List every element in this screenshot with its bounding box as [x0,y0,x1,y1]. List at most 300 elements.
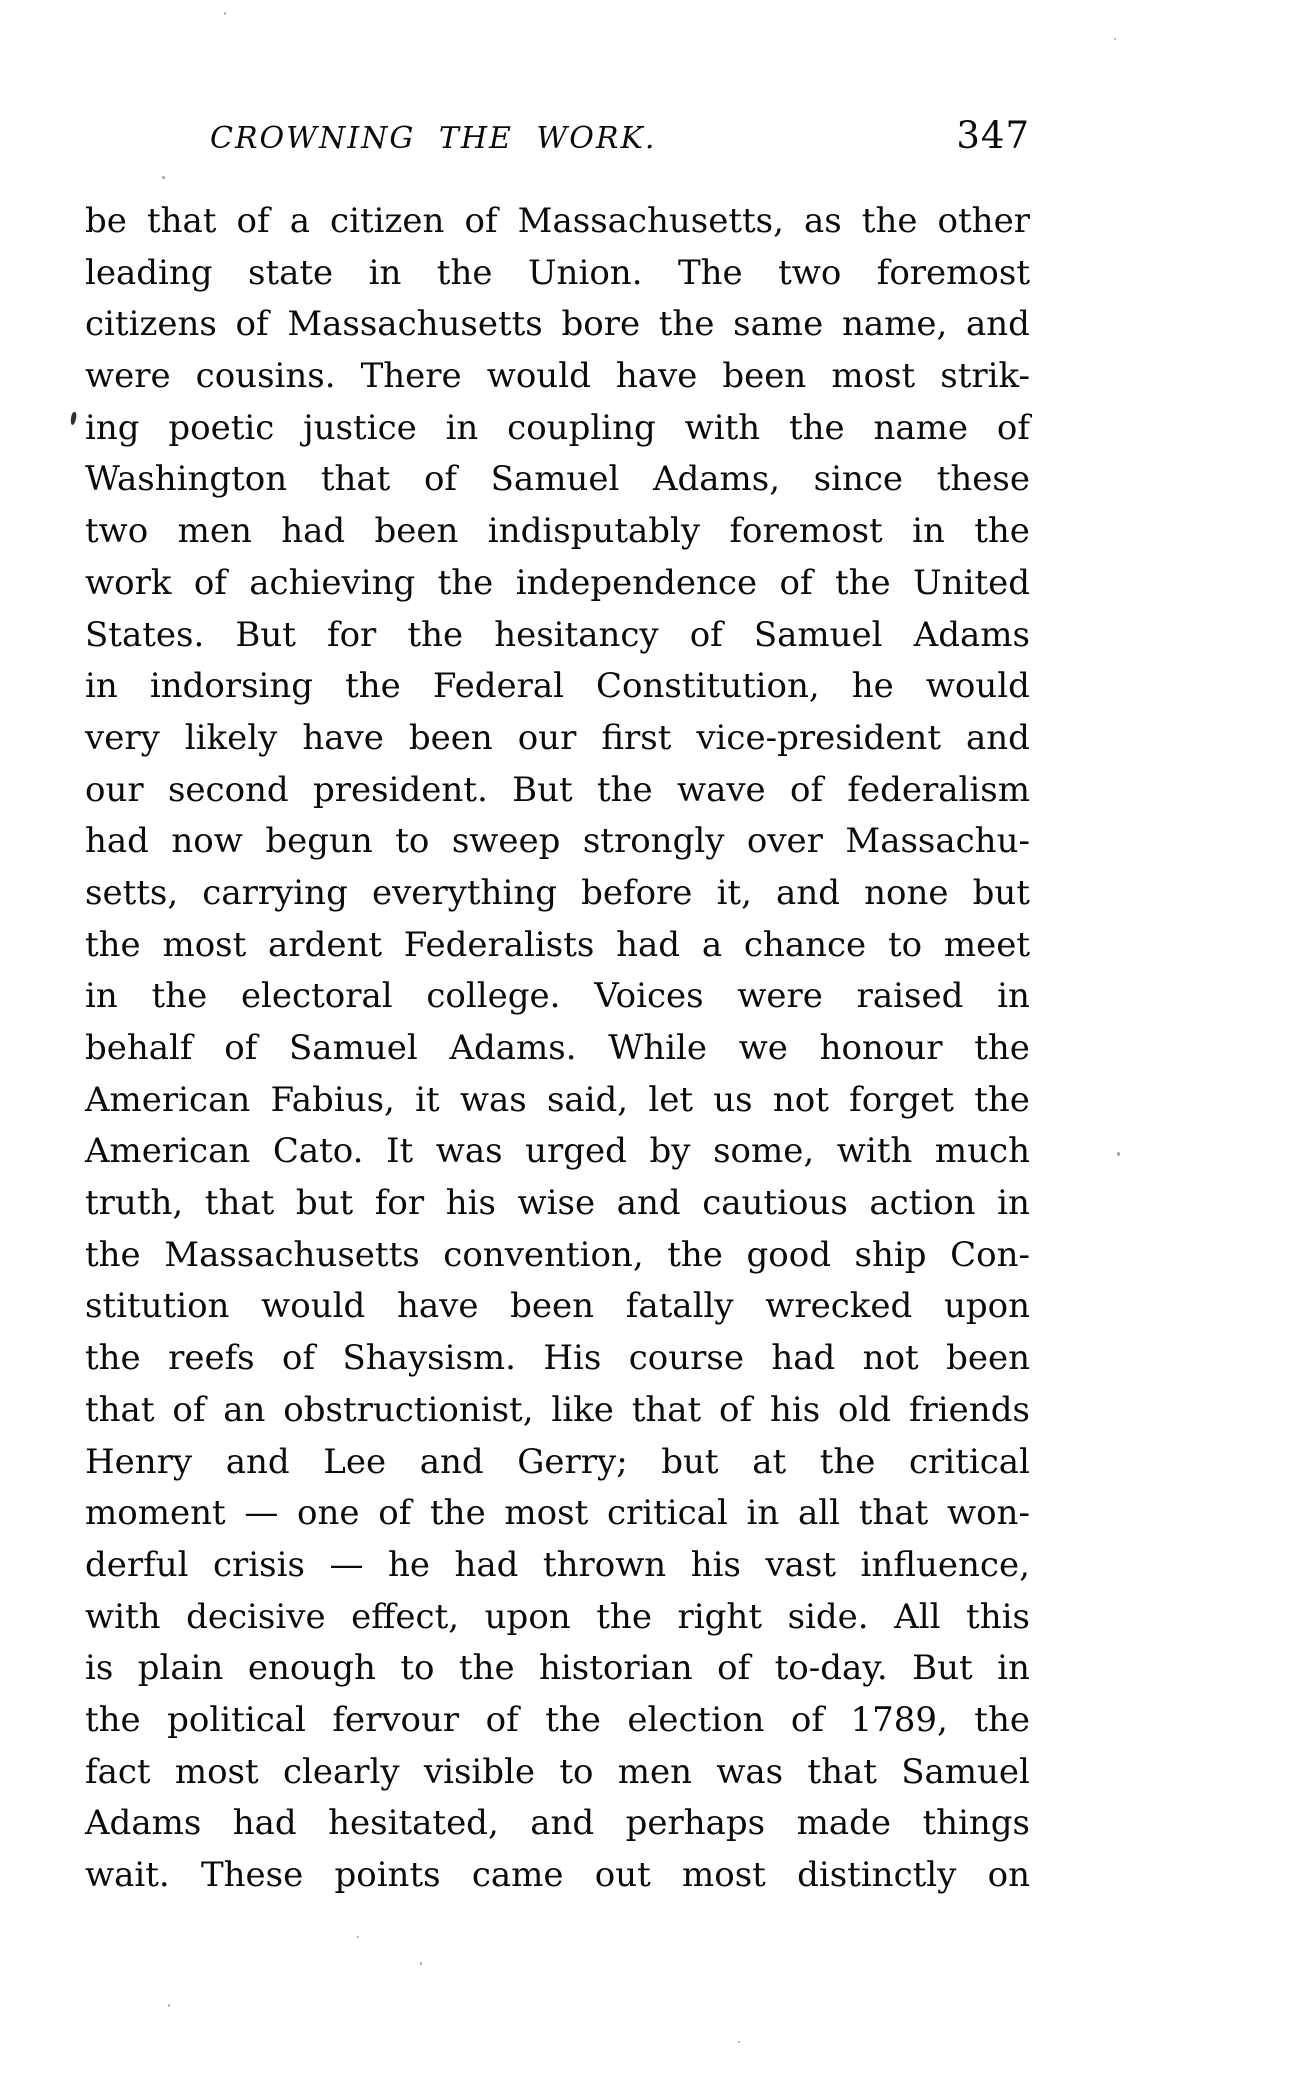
word: the [974,1699,1030,1740]
word: had [616,924,681,965]
word: action [869,1183,976,1224]
word: influence, [860,1544,1030,1585]
word: that [807,1751,877,1792]
word: but [661,1441,719,1482]
word: convention, [443,1234,644,1275]
word: had [454,1544,519,1585]
word: had [771,1338,836,1379]
word: over [746,821,823,862]
word: of [779,562,813,603]
word: the [974,1079,1030,1120]
word: indorsing [149,666,314,707]
word: of [689,614,723,655]
word: the [85,924,141,965]
word: by [649,1131,691,1172]
word: of [719,1389,753,1430]
word: meet [943,924,1030,965]
word: and [776,872,840,913]
text-line [85,1643,1030,1695]
word: first [601,717,672,758]
word: vast [765,1544,837,1585]
word: for [374,1183,425,1224]
word: state [248,252,334,293]
word: been [510,1286,595,1327]
word: strongly [582,821,725,862]
ink-speck [420,1962,422,1965]
word: and [530,1803,595,1844]
ink-speck [224,12,226,15]
word: His [543,1338,602,1379]
word: Adams [913,614,1030,655]
word: upon [943,1286,1030,1327]
word: in [746,1493,780,1534]
word: most [504,1493,589,1534]
word: Samuel [490,459,620,500]
word: Massachusetts [164,1234,420,1275]
word: most [162,924,247,965]
word: the [407,614,464,655]
word: the [437,562,494,603]
word: friends [908,1389,1030,1430]
word: moment [85,1493,226,1534]
word: fatally [625,1286,734,1327]
word: old [838,1389,892,1430]
word: had [85,821,149,862]
word: Massachusetts [287,304,543,345]
text-line [85,1385,1030,1437]
word: of [996,407,1030,448]
word: for [327,614,377,655]
text-line [85,1488,1030,1540]
word: All [894,1596,941,1637]
word: Voices [594,976,704,1017]
text-line [85,1850,1030,1902]
word: men [617,1751,693,1792]
word: Adams [85,1803,202,1844]
word: some, [713,1131,815,1172]
word: visible [423,1751,536,1792]
word: urged [525,1131,627,1172]
word: wave [676,769,766,810]
word: decisive [186,1596,326,1637]
word: things [922,1803,1030,1844]
word: the [974,1028,1030,1068]
text-line [85,1281,1030,1333]
word: been [374,511,459,552]
word: perhaps [625,1803,766,1844]
word: president. [313,769,488,810]
word: made [796,1803,891,1844]
word: likely [184,717,278,758]
word: course [628,1338,744,1379]
word: stitution [85,1286,230,1327]
word: Adams, [652,459,781,500]
word: a [701,924,723,965]
word: American [85,1131,251,1172]
word: not [862,1338,919,1379]
word: coupling [507,407,656,448]
word: achieving [249,562,416,603]
word: as [803,201,842,241]
word: The [677,252,743,293]
word: cousins. [195,356,336,397]
word: the [458,1648,515,1689]
word: Cato. [272,1131,364,1172]
word: critical [909,1441,1030,1482]
page-number: 347 [956,114,1030,157]
word: ardent [268,924,383,965]
word: of [235,304,269,345]
word: his [769,1389,821,1430]
word: raised [856,976,964,1017]
word: States. [85,614,205,655]
ink-speck [1114,38,1116,40]
word: the [667,1234,723,1275]
word: the [861,201,918,241]
word: election [627,1699,765,1740]
word: the [430,1493,486,1534]
word: points [334,1855,441,1895]
word: of [790,1699,824,1740]
text-line [85,1437,1030,1489]
word: clearly [282,1751,400,1792]
word: of [224,1028,258,1068]
word: the [819,1441,876,1482]
word: his [690,1544,741,1585]
word: of [236,201,270,241]
word: and [616,1183,681,1224]
word: of [193,562,227,603]
word: Constitution, [596,666,820,707]
word: would [486,356,591,397]
word: While [608,1028,707,1068]
text-line [85,920,1030,972]
word: won- [946,1493,1030,1534]
word: federalism [847,769,1030,810]
word: Samuel [289,1028,418,1068]
word: were [737,976,823,1017]
word: fervour [332,1699,460,1740]
word: most [682,1855,766,1895]
word: forget [849,1079,954,1120]
word: all [798,1493,841,1534]
text-line [85,1023,1030,1075]
word: on [987,1855,1030,1895]
text-line [85,454,1030,506]
text-line [85,1230,1030,1282]
word: would [261,1286,366,1327]
word: foremost [729,511,883,552]
word: the [345,666,401,707]
word: chance [743,924,867,965]
word: honour [819,1028,943,1068]
word: There [360,356,462,397]
word: in [445,407,479,448]
word: Con- [950,1234,1030,1275]
word: other [937,201,1030,241]
ink-speck [168,2004,170,2007]
word: us [713,1079,753,1120]
word: that [204,1183,275,1224]
word: foremost [876,252,1030,293]
word: of [282,1338,316,1379]
word: the [834,562,891,603]
body-text [85,196,1030,1902]
text-line [85,661,1030,713]
ink-speck [357,1936,359,1938]
word: Samuel [753,614,883,655]
word: to [400,1648,435,1689]
text-line [85,1798,1030,1850]
word: was [716,1751,784,1792]
word: and [965,717,1030,758]
text-line [85,1540,1030,1592]
word: was [459,1079,527,1120]
word: of [172,1389,206,1430]
word: sweep [451,821,561,862]
word: been [722,356,807,397]
word: Federal [432,666,564,707]
word: since [813,459,904,500]
word: thrown [542,1544,667,1585]
word: second [167,769,289,810]
word: of [464,201,498,241]
word: Adams. [449,1028,577,1068]
word: have [615,356,698,397]
word: would [925,666,1030,707]
word: truth, [85,1183,184,1224]
word: American [85,1079,251,1120]
word: to [395,821,430,862]
word: like [551,1389,614,1430]
word: upon [484,1596,571,1637]
text-line [85,816,1030,868]
word: to-day. [774,1648,888,1689]
text-line [85,765,1030,817]
word: had [281,511,346,552]
text-line [85,1695,1030,1747]
word: very [85,717,160,758]
word: the [85,1699,141,1740]
word: in [85,666,118,707]
word: Henry [85,1441,193,1482]
word: the [596,1596,652,1637]
word: Samuel [901,1751,1030,1792]
word: historian [539,1648,693,1689]
text-line [85,868,1030,920]
word: that [631,1389,702,1430]
word: and [419,1441,484,1482]
text-line [85,1178,1030,1230]
word: citizens [85,304,217,345]
word: of [423,459,457,500]
word: hesitated, [328,1803,499,1844]
word: not [772,1079,829,1120]
word: with [836,1131,913,1172]
word: the [85,1234,141,1275]
word: none [864,872,949,913]
word: he [851,666,894,707]
word: — [244,1493,279,1534]
word: said, [546,1079,629,1120]
text-line [85,558,1030,610]
word: that [320,459,391,500]
word: everything [371,872,557,913]
word: in [368,252,402,293]
word: our [517,717,577,758]
word: that [858,1493,929,1534]
text-line [85,196,1030,248]
word: two [778,252,842,293]
word: most [174,1751,259,1792]
text-line [85,506,1030,558]
word: name, [841,304,948,345]
word: — [329,1544,364,1585]
word: men [177,511,252,552]
text-line [85,403,1030,455]
word: it, [716,872,752,913]
word: but [972,872,1030,913]
word: with [684,407,761,448]
word: the [974,511,1030,552]
word: the [151,976,208,1017]
word: have [302,717,384,758]
word: one [297,1493,360,1534]
word: It [386,1131,414,1172]
word: we [738,1028,788,1068]
word: Gerry; [517,1441,628,1482]
word: been [408,717,493,758]
word: Washington [85,459,288,500]
word: Massachu- [845,821,1030,862]
word: plain [137,1648,224,1689]
word: behalf [85,1028,193,1068]
word: the [596,769,653,810]
word: side. [787,1596,869,1637]
word: of [717,1648,751,1689]
word: reefs [168,1338,255,1379]
word: strik- [940,356,1030,397]
word: same [733,304,824,345]
word: cautious [702,1183,848,1224]
word: before [581,872,693,913]
word: 1789, [850,1699,948,1740]
word: that [146,201,217,241]
word: at [752,1441,787,1482]
text-line [85,1126,1030,1178]
word: two [85,511,149,552]
word: college. [426,976,561,1017]
word: the [658,304,715,345]
word: leading [85,252,213,293]
text-line [85,1747,1030,1799]
word: bore [561,304,641,345]
word: came [471,1855,564,1895]
text-line [85,1592,1030,1644]
word: setts, [85,872,179,913]
word: But [235,614,296,655]
word: was [435,1131,503,1172]
word: ship [854,1234,927,1275]
text-line [85,299,1030,351]
word: but [295,1183,354,1224]
word: distinctly [797,1855,957,1895]
ink-speck [162,176,165,179]
word: effect, [351,1596,460,1637]
word: it [415,1079,440,1120]
word: Fabius, [270,1079,395,1120]
word: political [167,1699,306,1740]
word: now [171,821,243,862]
text-line [85,1333,1030,1385]
word: most [831,356,916,397]
word: in [997,1183,1030,1224]
word: to [887,924,923,965]
text-line [85,971,1030,1023]
word: his [445,1183,496,1224]
word: been [946,1338,1030,1379]
word: let [648,1079,694,1120]
word: obstructionist, [283,1389,534,1430]
word: Lee [323,1441,387,1482]
word: wrecked [765,1286,913,1327]
word: is [85,1648,114,1689]
word: fact [85,1751,151,1792]
word: But [512,769,573,810]
word: in [912,511,945,552]
word: the [545,1699,601,1740]
word: These [200,1855,304,1895]
word: ing [85,407,140,448]
word: Federalists [403,924,595,965]
word: be [85,201,127,241]
word: in [85,976,118,1017]
word: United [913,562,1030,603]
word: of [790,769,824,810]
word: of [485,1699,519,1740]
word: in [997,1648,1030,1689]
word: out [594,1855,651,1895]
word: in [997,976,1030,1017]
word: good [746,1234,831,1275]
word: enough [247,1648,376,1689]
ink-speck [1117,1152,1120,1156]
word: our [85,769,144,810]
word: Shaysism. [342,1338,516,1379]
word: poetic [168,407,275,448]
word: that [85,1389,155,1430]
word: Massachusetts, [517,201,784,241]
word: and [966,304,1030,345]
text-line [85,713,1030,765]
word: with [85,1596,161,1637]
word: the [85,1338,141,1379]
word: the [436,252,493,293]
word: derful [85,1544,189,1585]
word: indisputably [487,511,701,552]
word: had [232,1803,297,1844]
word: Union. [527,252,643,293]
word: to [559,1751,594,1792]
word: right [677,1596,762,1637]
word: he [387,1544,430,1585]
word: a [289,201,310,241]
word: this [966,1596,1030,1637]
word: vice-president [696,717,941,758]
word: hesitancy [494,614,659,655]
word: wait. [85,1855,170,1895]
word: the [788,407,845,448]
